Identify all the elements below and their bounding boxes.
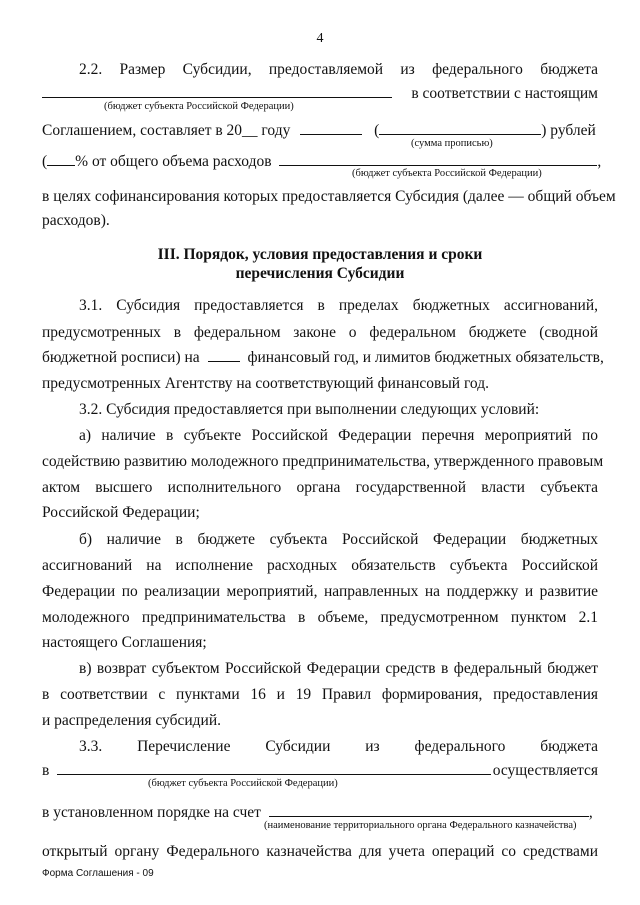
p31-line2: предусмотренных в федеральном законе о федеральном бюджете (сводной: [42, 324, 598, 341]
p22-caption-budget: (бюджет субъекта Российской Федерации): [104, 101, 294, 112]
p33-caption-budget: (бюджет субъекта Российской Федерации): [148, 778, 338, 789]
p22-line1: 2.2. Размер Субсидии, предоставляемой из федерального бюджета: [79, 61, 598, 78]
p22-blank-budget2: [279, 152, 597, 166]
p22-caption-budget2: (бюджет субъекта Российской Федерации): [352, 168, 542, 179]
p32-a-line3: актом высшего исполнительного органа государственной власти субъекта: [42, 479, 598, 496]
p22-line3-text: Соглашением, составляет в 20__ году: [42, 122, 291, 139]
p32-b-line3: Федерации по реализации мероприятий, направленных на поддержку и развитие: [42, 583, 598, 600]
p33-blank-budget: [57, 761, 491, 775]
p31-line3: [42, 348, 604, 368]
p33-line3-comma: ,: [588, 804, 593, 821]
p33-caption-treasury: (наименование территориального органа Федерального казначейства): [264, 820, 577, 831]
p33-line2-a: в: [42, 762, 50, 779]
p22-caption-sum: (сумма прописью): [411, 138, 493, 149]
p33-line2-b: осуществляется: [492, 762, 598, 779]
p31-line4: предусмотренных Агентству на соответствующий финансовый год.: [42, 375, 489, 392]
p32-b-line2: ассигнований на исполнение расходных обязательств субъекта Российской: [42, 557, 598, 574]
p32-line1: 3.2. Субсидия предоставляется при выполнении следующих условий:: [79, 401, 540, 418]
p22-line4-text: % от общего объема расходов: [75, 153, 272, 170]
p33-blank-treasury: [269, 803, 589, 817]
p22-line4-paren: (: [42, 153, 48, 170]
p22-line4-comma: ,: [597, 153, 602, 170]
p33-line3-a: в установленном порядке на счет: [42, 804, 261, 821]
p32-b-line4: молодежного предпринимательства в объеме, предусмотренном пунктом 2.1: [42, 609, 598, 626]
p31-line3-b: финансовый год, и лимитов бюджетных обязательств,: [247, 349, 604, 366]
p22-line2-tail: в соответствии с настоящим: [411, 85, 598, 102]
p33-line1: 3.3. Перечисление Субсидии из федерального бюджета: [79, 738, 598, 755]
p22-blank-budget: [42, 84, 392, 98]
p22-line5: в целях софинансирования которых предоставляется Субсидия (далее — общий объем: [42, 188, 616, 205]
p32-c-line3: и распределения субсидий.: [42, 712, 222, 729]
p22-line3-rubles: ) рублей: [541, 122, 596, 139]
section3-title: III. Порядок, условия предоставления и сроки: [157, 246, 483, 263]
p32-a-line2: содействию развитию молодежного предпринимательства, утвержденного правовым: [42, 453, 604, 470]
section3-subtitle: перечисления Субсидии: [235, 265, 405, 282]
p31-blank-year: [208, 349, 240, 362]
p22-line3: [42, 121, 598, 141]
p32-c-line2: в соответствии с пунктами 16 и 19 Правил формирования, предоставления: [42, 686, 598, 703]
p22-blank-percent: [47, 153, 75, 166]
p32-a-line4: Российской Федерации;: [42, 504, 200, 521]
p31-line1: 3.1. Субсидия предоставляется в пределах бюджетных ассигнований,: [79, 297, 598, 314]
p22-blank-words: [379, 121, 541, 135]
p31-line3-a: бюджетной росписи) на: [42, 349, 200, 366]
p32-a-line1: а) наличие в субъекте Российской Федерации перечня мероприятий по: [79, 427, 598, 444]
p22-blank-amount: [300, 121, 362, 135]
p32-b-line5: настоящего Соглашения;: [42, 634, 207, 651]
p32-b-line1: б) наличие в бюджете субъекта Российской Федерации бюджетных: [79, 531, 598, 548]
page-number: 4: [316, 31, 324, 46]
p22-line6: расходов).: [42, 212, 110, 229]
p22-line3-paren: (: [374, 122, 380, 139]
p33-line4: открытый органу Федерального казначейства для учета операций со средствами: [42, 843, 598, 860]
p32-c-line1: в) возврат субъектом Российской Федерации средств в федеральный бюджет: [79, 660, 598, 677]
form-footer: Форма Соглашения - 09: [42, 868, 154, 879]
